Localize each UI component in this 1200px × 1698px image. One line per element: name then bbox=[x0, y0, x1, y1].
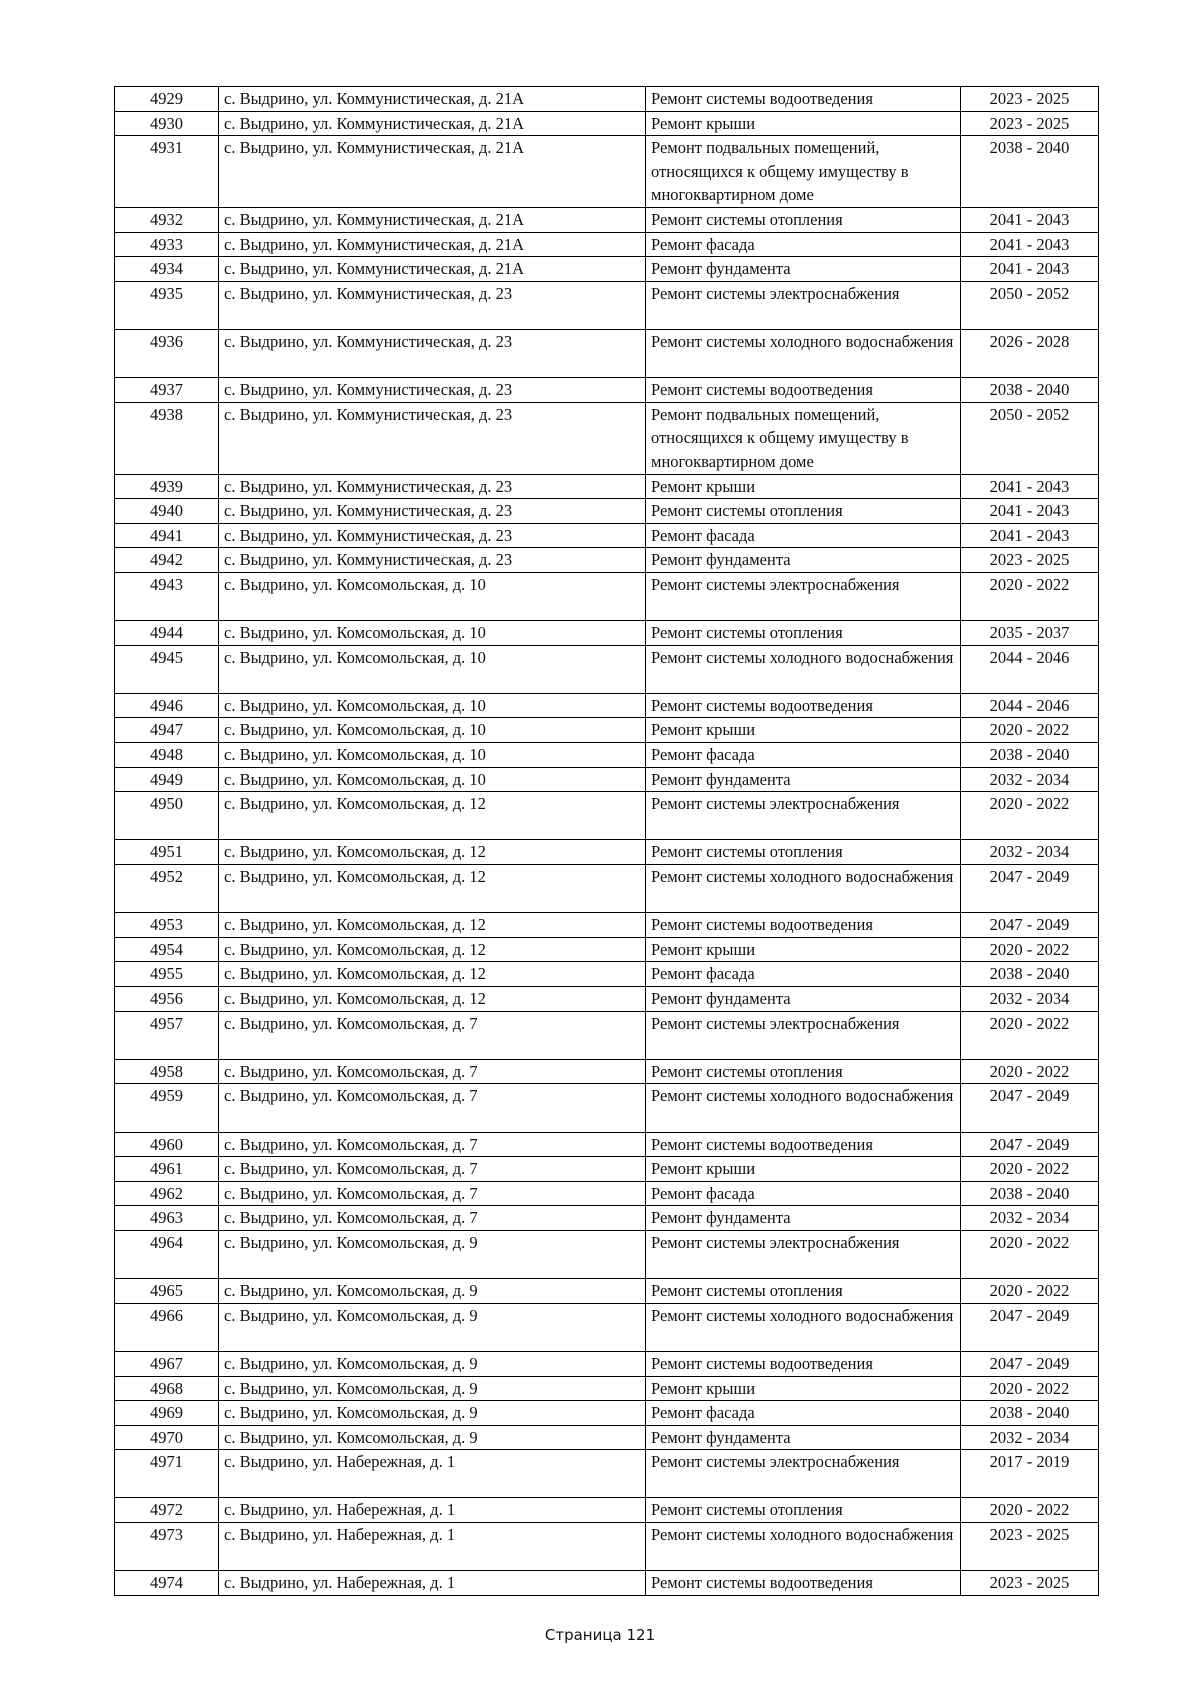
table-row bbox=[115, 1425, 1099, 1450]
work-type-cell: Ремонт системы электроснабжения bbox=[646, 1230, 961, 1278]
address-cell: с. Выдрино, ул. Коммунистическая, д. 23 bbox=[219, 474, 646, 499]
row-number-cell: 4941 bbox=[115, 523, 219, 548]
work-type-cell: Ремонт системы водоотведения bbox=[646, 913, 961, 938]
work-type-cell: Ремонт системы отопления bbox=[646, 1498, 961, 1523]
address-cell: с. Выдрино, ул. Набережная, д. 1 bbox=[219, 1450, 646, 1498]
period-cell: 2044 - 2046 bbox=[961, 693, 1099, 718]
address-cell: с. Выдрино, ул. Комсомольская, д. 12 bbox=[219, 792, 646, 840]
table-row bbox=[115, 499, 1099, 524]
work-type-cell: Ремонт подвальных помещений, относящихся к общему имуществу в многоквартирном доме bbox=[646, 136, 961, 208]
period-cell: 2047 - 2049 bbox=[961, 865, 1099, 913]
table-row bbox=[115, 523, 1099, 548]
table-row bbox=[115, 329, 1099, 377]
table-row bbox=[115, 378, 1099, 403]
work-type-cell: Ремонт крыши bbox=[646, 1376, 961, 1401]
work-type-cell: Ремонт крыши bbox=[646, 111, 961, 136]
work-type-cell: Ремонт системы отопления bbox=[646, 1059, 961, 1084]
period-cell: 2017 - 2019 bbox=[961, 1450, 1099, 1498]
table-row bbox=[115, 1401, 1099, 1426]
work-type-cell: Ремонт системы водоотведения bbox=[646, 378, 961, 403]
table-row bbox=[115, 402, 1099, 474]
row-number-cell: 4954 bbox=[115, 937, 219, 962]
address-cell: с. Выдрино, ул. Комсомольская, д. 10 bbox=[219, 693, 646, 718]
period-cell: 2020 - 2022 bbox=[961, 937, 1099, 962]
work-type-cell: Ремонт системы водоотведения bbox=[646, 1132, 961, 1157]
row-number-cell: 4971 bbox=[115, 1450, 219, 1498]
period-cell: 2038 - 2040 bbox=[961, 378, 1099, 403]
row-number-cell: 4963 bbox=[115, 1206, 219, 1231]
row-number-cell: 4937 bbox=[115, 378, 219, 403]
table-row bbox=[115, 572, 1099, 620]
address-cell: с. Выдрино, ул. Коммунистическая, д. 21А bbox=[219, 136, 646, 208]
table-row bbox=[115, 1571, 1099, 1596]
work-type-cell: Ремонт системы электроснабжения bbox=[646, 792, 961, 840]
table-row bbox=[115, 962, 1099, 987]
row-number-cell: 4972 bbox=[115, 1498, 219, 1523]
period-cell: 2020 - 2022 bbox=[961, 1230, 1099, 1278]
period-cell: 2020 - 2022 bbox=[961, 1011, 1099, 1059]
table-row bbox=[115, 1132, 1099, 1157]
work-type-cell: Ремонт фундамента bbox=[646, 257, 961, 282]
period-cell: 2038 - 2040 bbox=[961, 1181, 1099, 1206]
period-cell: 2020 - 2022 bbox=[961, 1059, 1099, 1084]
address-cell: с. Выдрино, ул. Коммунистическая, д. 23 bbox=[219, 329, 646, 377]
row-number-cell: 4966 bbox=[115, 1303, 219, 1351]
row-number-cell: 4938 bbox=[115, 402, 219, 474]
period-cell: 2032 - 2034 bbox=[961, 840, 1099, 865]
address-cell: с. Выдрино, ул. Комсомольская, д. 9 bbox=[219, 1279, 646, 1304]
table-row bbox=[115, 1376, 1099, 1401]
table-row bbox=[115, 792, 1099, 840]
work-type-cell: Ремонт системы холодного водоснабжения bbox=[646, 1303, 961, 1351]
work-type-cell: Ремонт системы отопления bbox=[646, 840, 961, 865]
row-number-cell: 4929 bbox=[115, 87, 219, 112]
row-number-cell: 4943 bbox=[115, 572, 219, 620]
table-row bbox=[115, 1059, 1099, 1084]
period-cell: 2020 - 2022 bbox=[961, 572, 1099, 620]
period-cell: 2050 - 2052 bbox=[961, 402, 1099, 474]
work-type-cell: Ремонт системы холодного водоснабжения bbox=[646, 645, 961, 693]
period-cell: 2038 - 2040 bbox=[961, 136, 1099, 208]
address-cell: с. Выдрино, ул. Набережная, д. 1 bbox=[219, 1571, 646, 1596]
period-cell: 2032 - 2034 bbox=[961, 1425, 1099, 1450]
address-cell: с. Выдрино, ул. Комсомольская, д. 7 bbox=[219, 1132, 646, 1157]
address-cell: с. Выдрино, ул. Коммунистическая, д. 23 bbox=[219, 499, 646, 524]
row-number-cell: 4973 bbox=[115, 1523, 219, 1571]
work-type-cell: Ремонт системы отопления bbox=[646, 1279, 961, 1304]
address-cell: с. Выдрино, ул. Комсомольская, д. 9 bbox=[219, 1425, 646, 1450]
work-type-cell: Ремонт системы водоотведения bbox=[646, 87, 961, 112]
work-type-cell: Ремонт фасада bbox=[646, 1181, 961, 1206]
work-type-cell: Ремонт системы электроснабжения bbox=[646, 1450, 961, 1498]
work-type-cell: Ремонт системы отопления bbox=[646, 621, 961, 646]
address-cell: с. Выдрино, ул. Комсомольская, д. 12 bbox=[219, 987, 646, 1012]
row-number-cell: 4931 bbox=[115, 136, 219, 208]
row-number-cell: 4957 bbox=[115, 1011, 219, 1059]
period-cell: 2047 - 2049 bbox=[961, 1132, 1099, 1157]
row-number-cell: 4940 bbox=[115, 499, 219, 524]
address-cell: с. Выдрино, ул. Набережная, д. 1 bbox=[219, 1523, 646, 1571]
address-cell: с. Выдрино, ул. Комсомольская, д. 12 bbox=[219, 840, 646, 865]
row-number-cell: 4951 bbox=[115, 840, 219, 865]
row-number-cell: 4974 bbox=[115, 1571, 219, 1596]
table-row bbox=[115, 1157, 1099, 1182]
table-row bbox=[115, 865, 1099, 913]
work-type-cell: Ремонт системы электроснабжения bbox=[646, 281, 961, 329]
period-cell: 2038 - 2040 bbox=[961, 962, 1099, 987]
work-type-cell: Ремонт системы водоотведения bbox=[646, 1571, 961, 1596]
address-cell: с. Выдрино, ул. Комсомольская, д. 10 bbox=[219, 645, 646, 693]
row-number-cell: 4964 bbox=[115, 1230, 219, 1278]
address-cell: с. Выдрино, ул. Комсомольская, д. 7 bbox=[219, 1011, 646, 1059]
table-row bbox=[115, 767, 1099, 792]
period-cell: 2023 - 2025 bbox=[961, 87, 1099, 112]
work-type-cell: Ремонт фасада bbox=[646, 962, 961, 987]
row-number-cell: 4959 bbox=[115, 1084, 219, 1132]
address-cell: с. Выдрино, ул. Комсомольская, д. 7 bbox=[219, 1157, 646, 1182]
table-row bbox=[115, 1011, 1099, 1059]
period-cell: 2041 - 2043 bbox=[961, 207, 1099, 232]
work-type-cell: Ремонт фундамента bbox=[646, 1206, 961, 1231]
work-type-cell: Ремонт системы холодного водоснабжения bbox=[646, 865, 961, 913]
table-row bbox=[115, 1523, 1099, 1571]
address-cell: с. Выдрино, ул. Коммунистическая, д. 23 bbox=[219, 402, 646, 474]
row-number-cell: 4968 bbox=[115, 1376, 219, 1401]
table-row bbox=[115, 281, 1099, 329]
row-number-cell: 4955 bbox=[115, 962, 219, 987]
address-cell: с. Выдрино, ул. Коммунистическая, д. 23 bbox=[219, 548, 646, 573]
table-row bbox=[115, 1206, 1099, 1231]
period-cell: 2032 - 2034 bbox=[961, 767, 1099, 792]
period-cell: 2032 - 2034 bbox=[961, 1206, 1099, 1231]
address-cell: с. Выдрино, ул. Комсомольская, д. 10 bbox=[219, 743, 646, 768]
address-cell: с. Выдрино, ул. Комсомольская, д. 9 bbox=[219, 1230, 646, 1278]
address-cell: с. Выдрино, ул. Комсомольская, д. 12 bbox=[219, 962, 646, 987]
address-cell: с. Выдрино, ул. Комсомольская, д. 12 bbox=[219, 913, 646, 938]
row-number-cell: 4933 bbox=[115, 232, 219, 257]
period-cell: 2023 - 2025 bbox=[961, 548, 1099, 573]
period-cell: 2020 - 2022 bbox=[961, 1279, 1099, 1304]
address-cell: с. Выдрино, ул. Комсомольская, д. 7 bbox=[219, 1059, 646, 1084]
period-cell: 2020 - 2022 bbox=[961, 1376, 1099, 1401]
row-number-cell: 4950 bbox=[115, 792, 219, 840]
table-row bbox=[115, 840, 1099, 865]
table-row bbox=[115, 1498, 1099, 1523]
table-body bbox=[115, 87, 1099, 1596]
work-type-cell: Ремонт системы холодного водоснабжения bbox=[646, 329, 961, 377]
work-type-cell: Ремонт системы водоотведения bbox=[646, 693, 961, 718]
row-number-cell: 4960 bbox=[115, 1132, 219, 1157]
table-row bbox=[115, 743, 1099, 768]
work-type-cell: Ремонт фасада bbox=[646, 743, 961, 768]
period-cell: 2047 - 2049 bbox=[961, 1084, 1099, 1132]
row-number-cell: 4953 bbox=[115, 913, 219, 938]
row-number-cell: 4952 bbox=[115, 865, 219, 913]
address-cell: с. Выдрино, ул. Комсомольская, д. 12 bbox=[219, 937, 646, 962]
table-row bbox=[115, 232, 1099, 257]
address-cell: с. Выдрино, ул. Набережная, д. 1 bbox=[219, 1498, 646, 1523]
period-cell: 2020 - 2022 bbox=[961, 718, 1099, 743]
table-row bbox=[115, 257, 1099, 282]
period-cell: 2020 - 2022 bbox=[961, 792, 1099, 840]
work-type-cell: Ремонт крыши bbox=[646, 718, 961, 743]
work-type-cell: Ремонт фундамента bbox=[646, 767, 961, 792]
row-number-cell: 4947 bbox=[115, 718, 219, 743]
row-number-cell: 4949 bbox=[115, 767, 219, 792]
table-row bbox=[115, 621, 1099, 646]
address-cell: с. Выдрино, ул. Коммунистическая, д. 21А bbox=[219, 207, 646, 232]
row-number-cell: 4965 bbox=[115, 1279, 219, 1304]
row-number-cell: 4969 bbox=[115, 1401, 219, 1426]
work-type-cell: Ремонт крыши bbox=[646, 474, 961, 499]
table-row bbox=[115, 1181, 1099, 1206]
period-cell: 2032 - 2034 bbox=[961, 987, 1099, 1012]
address-cell: с. Выдрино, ул. Коммунистическая, д. 21А bbox=[219, 232, 646, 257]
work-type-cell: Ремонт системы отопления bbox=[646, 207, 961, 232]
table-row bbox=[115, 987, 1099, 1012]
row-number-cell: 4939 bbox=[115, 474, 219, 499]
row-number-cell: 4961 bbox=[115, 1157, 219, 1182]
table-row bbox=[115, 1230, 1099, 1278]
address-cell: с. Выдрино, ул. Комсомольская, д. 7 bbox=[219, 1084, 646, 1132]
period-cell: 2044 - 2046 bbox=[961, 645, 1099, 693]
period-cell: 2020 - 2022 bbox=[961, 1498, 1099, 1523]
work-type-cell: Ремонт фасада bbox=[646, 1401, 961, 1426]
table-row bbox=[115, 207, 1099, 232]
period-cell: 2047 - 2049 bbox=[961, 1303, 1099, 1351]
work-type-cell: Ремонт крыши bbox=[646, 937, 961, 962]
address-cell: с. Выдрино, ул. Комсомольская, д. 10 bbox=[219, 572, 646, 620]
period-cell: 2026 - 2028 bbox=[961, 329, 1099, 377]
table-row bbox=[115, 1279, 1099, 1304]
address-cell: с. Выдрино, ул. Комсомольская, д. 9 bbox=[219, 1401, 646, 1426]
row-number-cell: 4962 bbox=[115, 1181, 219, 1206]
address-cell: с. Выдрино, ул. Комсомольская, д. 10 bbox=[219, 621, 646, 646]
work-type-cell: Ремонт системы отопления bbox=[646, 499, 961, 524]
row-number-cell: 4946 bbox=[115, 693, 219, 718]
address-cell: с. Выдрино, ул. Комсомольская, д. 7 bbox=[219, 1206, 646, 1231]
table-row bbox=[115, 1351, 1099, 1376]
work-type-cell: Ремонт фундамента bbox=[646, 1425, 961, 1450]
work-type-cell: Ремонт системы электроснабжения bbox=[646, 1011, 961, 1059]
table-row bbox=[115, 693, 1099, 718]
work-type-cell: Ремонт фундамента bbox=[646, 987, 961, 1012]
address-cell: с. Выдрино, ул. Комсомольская, д. 10 bbox=[219, 767, 646, 792]
period-cell: 2041 - 2043 bbox=[961, 523, 1099, 548]
work-type-cell: Ремонт фасада bbox=[646, 232, 961, 257]
address-cell: с. Выдрино, ул. Комсомольская, д. 9 bbox=[219, 1351, 646, 1376]
row-number-cell: 4967 bbox=[115, 1351, 219, 1376]
row-number-cell: 4934 bbox=[115, 257, 219, 282]
work-type-cell: Ремонт фундамента bbox=[646, 548, 961, 573]
work-type-cell: Ремонт фасада bbox=[646, 523, 961, 548]
row-number-cell: 4948 bbox=[115, 743, 219, 768]
table-row bbox=[115, 937, 1099, 962]
row-number-cell: 4935 bbox=[115, 281, 219, 329]
address-cell: с. Выдрино, ул. Комсомольская, д. 7 bbox=[219, 1181, 646, 1206]
work-type-cell: Ремонт подвальных помещений, относящихся к общему имуществу в многоквартирном доме bbox=[646, 402, 961, 474]
address-cell: с. Выдрино, ул. Комсомольская, д. 9 bbox=[219, 1376, 646, 1401]
period-cell: 2050 - 2052 bbox=[961, 281, 1099, 329]
repair-schedule-table bbox=[114, 86, 1099, 1596]
address-cell: с. Выдрино, ул. Комсомольская, д. 10 bbox=[219, 718, 646, 743]
period-cell: 2038 - 2040 bbox=[961, 743, 1099, 768]
row-number-cell: 4970 bbox=[115, 1425, 219, 1450]
table-row bbox=[115, 87, 1099, 112]
address-cell: с. Выдрино, ул. Комсомольская, д. 9 bbox=[219, 1303, 646, 1351]
period-cell: 2047 - 2049 bbox=[961, 913, 1099, 938]
work-type-cell: Ремонт системы холодного водоснабжения bbox=[646, 1523, 961, 1571]
row-number-cell: 4942 bbox=[115, 548, 219, 573]
work-type-cell: Ремонт крыши bbox=[646, 1157, 961, 1182]
table-row bbox=[115, 111, 1099, 136]
table-row bbox=[115, 1450, 1099, 1498]
work-type-cell: Ремонт системы холодного водоснабжения bbox=[646, 1084, 961, 1132]
row-number-cell: 4956 bbox=[115, 987, 219, 1012]
page-number: Страница 121 bbox=[544, 1626, 656, 1644]
address-cell: с. Выдрино, ул. Коммунистическая, д. 23 bbox=[219, 281, 646, 329]
period-cell: 2035 - 2037 bbox=[961, 621, 1099, 646]
address-cell: с. Выдрино, ул. Коммунистическая, д. 23 bbox=[219, 523, 646, 548]
row-number-cell: 4944 bbox=[115, 621, 219, 646]
table-row bbox=[115, 474, 1099, 499]
row-number-cell: 4936 bbox=[115, 329, 219, 377]
period-cell: 2041 - 2043 bbox=[961, 499, 1099, 524]
table-row bbox=[115, 1084, 1099, 1132]
row-number-cell: 4930 bbox=[115, 111, 219, 136]
address-cell: с. Выдрино, ул. Коммунистическая, д. 23 bbox=[219, 378, 646, 403]
period-cell: 2020 - 2022 bbox=[961, 1157, 1099, 1182]
period-cell: 2041 - 2043 bbox=[961, 232, 1099, 257]
work-type-cell: Ремонт системы электроснабжения bbox=[646, 572, 961, 620]
period-cell: 2023 - 2025 bbox=[961, 1571, 1099, 1596]
address-cell: с. Выдрино, ул. Коммунистическая, д. 21А bbox=[219, 111, 646, 136]
table-row bbox=[115, 913, 1099, 938]
table-row bbox=[115, 718, 1099, 743]
period-cell: 2038 - 2040 bbox=[961, 1401, 1099, 1426]
work-type-cell: Ремонт системы водоотведения bbox=[646, 1351, 961, 1376]
period-cell: 2047 - 2049 bbox=[961, 1351, 1099, 1376]
row-number-cell: 4958 bbox=[115, 1059, 219, 1084]
address-cell: с. Выдрино, ул. Коммунистическая, д. 21А bbox=[219, 87, 646, 112]
period-cell: 2023 - 2025 bbox=[961, 1523, 1099, 1571]
period-cell: 2041 - 2043 bbox=[961, 474, 1099, 499]
row-number-cell: 4945 bbox=[115, 645, 219, 693]
row-number-cell: 4932 bbox=[115, 207, 219, 232]
table-row bbox=[115, 645, 1099, 693]
table-row bbox=[115, 136, 1099, 208]
address-cell: с. Выдрино, ул. Комсомольская, д. 12 bbox=[219, 865, 646, 913]
period-cell: 2041 - 2043 bbox=[961, 257, 1099, 282]
table-row bbox=[115, 1303, 1099, 1351]
period-cell: 2023 - 2025 bbox=[961, 111, 1099, 136]
table-row bbox=[115, 548, 1099, 573]
address-cell: с. Выдрино, ул. Коммунистическая, д. 21А bbox=[219, 257, 646, 282]
